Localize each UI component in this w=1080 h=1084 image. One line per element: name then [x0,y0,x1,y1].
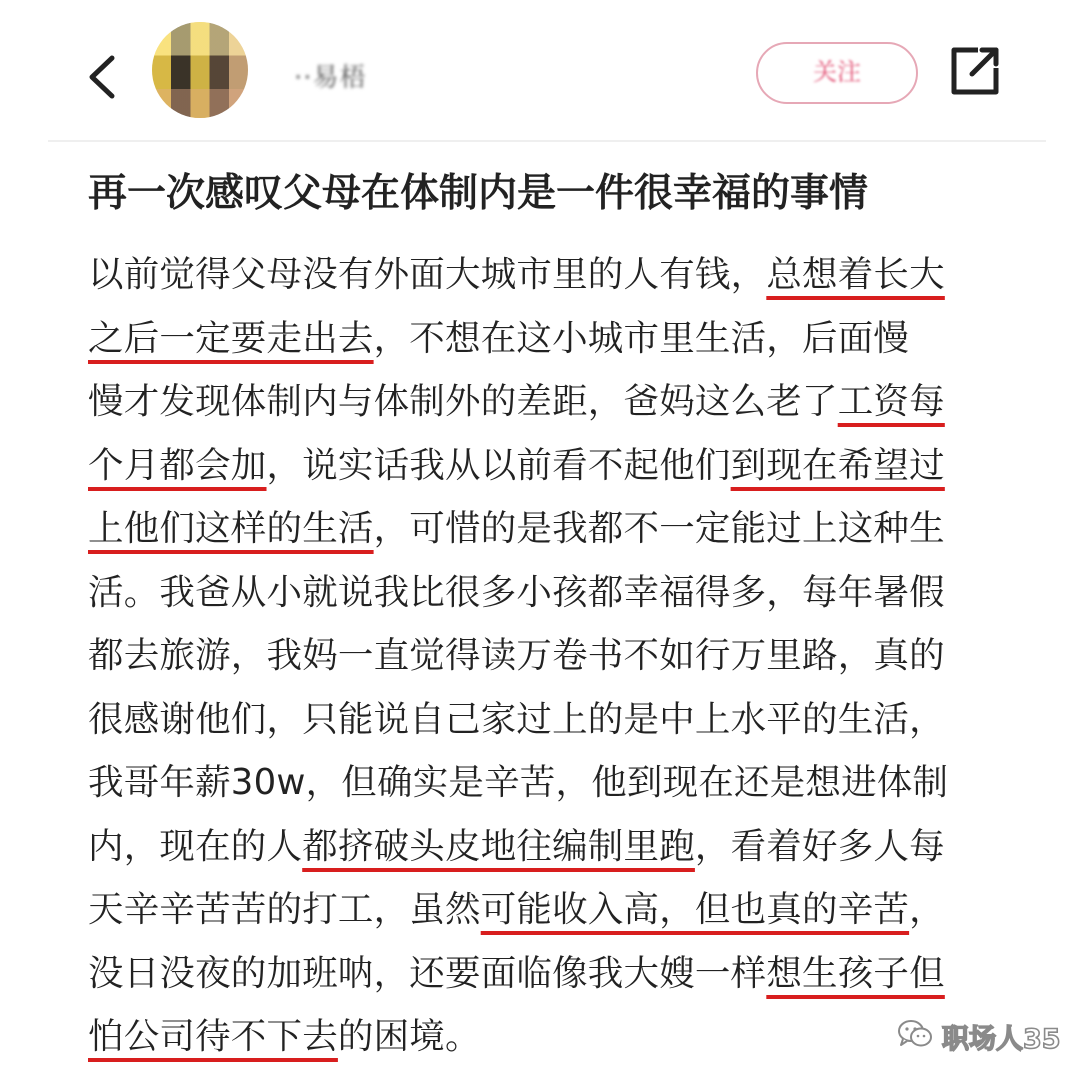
chevron-left-icon [82,87,122,106]
post-body [88,243,1008,1069]
text-segment: 很感谢他们，只能说自己家过上的是中上水平的生活， [88,698,945,740]
post-body-line [88,497,1008,561]
highlighted-phrase: 想生孩子但 [766,952,945,994]
header-divider [48,140,1046,142]
text-segment: 活。我爸从小就说我比很多小孩都幸福得多，每年暑假 [88,571,945,613]
highlighted-phrase: 个月都会加 [88,444,267,486]
post-body-line [88,307,1008,371]
highlighted-phrase: 总想着长大 [766,254,945,295]
text-segment: ， [909,889,945,930]
text-segment: 没日没夜的加班呐，还要面临像我大嫂一样 [88,952,767,994]
highlighted-phrase: 可能收入高，但也真的辛苦 [480,889,910,930]
post-body-line [88,434,1008,498]
post-body-line [88,878,1008,942]
post-body-line [88,370,1008,434]
highlighted-phrase: 上他们这样的生活 [88,508,374,549]
text-segment: ，看着好多人每 [694,825,945,867]
post-body-line [88,815,1008,879]
text-segment: 以前觉得父母没有外面大城市里的人有钱， [88,254,767,295]
text-segment: ，可惜的是我都不一定能过上这种生 [373,508,945,549]
highlighted-phrase: 之后一定要走出去 [88,317,374,359]
share-button[interactable] [944,40,1006,102]
follow-button[interactable] [756,42,918,104]
text-segment: 慢才发现体制内与体制外的差距，爸妈这么老了 [88,381,838,422]
post-header [0,0,1080,142]
post-body-line [88,751,1008,815]
highlighted-phrase: 怕公司待不下去 [88,1016,338,1057]
text-segment: 内，现在的人 [88,825,303,867]
post-body-line [88,624,1008,688]
post-body-line [88,561,1008,625]
back-button[interactable] [82,52,122,102]
text-segment: 都去旅游，我妈一直觉得读万卷书不如行万里路，真的 [88,635,945,676]
highlighted-phrase: 都挤破头皮地往编制里跑 [302,825,695,867]
avatar[interactable] [152,22,248,118]
follow-label: 关注 [813,58,861,86]
username[interactable]: ··易梧 [294,63,367,93]
highlighted-phrase: 到现在希望过 [730,444,945,486]
text-segment: ，说实话我从以前看不起他们 [266,444,731,486]
post-title: 再一次感叹父母在体制内是一件很幸福的事情 [88,171,869,216]
wechat-icon [896,1018,934,1054]
text-segment: 天辛辛苦苦的打工，虽然 [88,889,481,930]
post-body-line [88,1005,1008,1069]
share-icon [944,87,1006,106]
post-body-line [88,243,1008,307]
post-body-line [88,942,1008,1006]
text-segment: 的困境。 [337,1016,481,1057]
watermark-text: 职场人35 [942,1023,1061,1055]
text-segment: 我哥年薪30w，但确实是辛苦，他到现在还是想进体制 [88,762,949,803]
watermark [896,1016,1061,1056]
highlighted-phrase: 工资每 [837,381,945,422]
post-body-line [88,688,1008,752]
text-segment: ，不想在这小城市里生活，后面慢 [373,317,910,359]
